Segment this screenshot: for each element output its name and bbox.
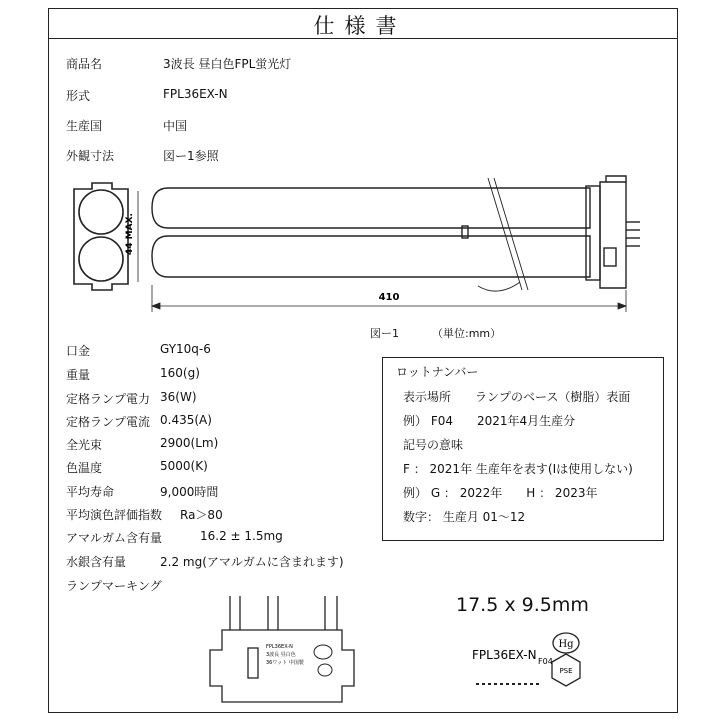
lot-heading: ロットナンバー <box>396 365 479 379</box>
marking-model: FPL36EX-N <box>472 648 537 662</box>
hg-mark-text: Hg <box>558 639 574 650</box>
spec-value-weight: 160(g) <box>160 366 200 380</box>
spec-label-model: 形式 <box>66 89 91 103</box>
spec-label-mercury: 水銀含有量 <box>66 555 127 569</box>
figure-unit: （単位:mm） <box>432 327 502 340</box>
dim-44max-label: 44 MAX. <box>125 213 135 255</box>
spec-label-current: 定格ランプ電流 <box>66 415 151 429</box>
hg-mark-small-icon <box>314 645 332 659</box>
spec-label-power: 定格ランプ電力 <box>66 392 151 406</box>
lot-line-meaning-heading: 記号の意味 <box>403 438 464 452</box>
lot-line-example: 例） F04 2021年4月生産分 <box>403 414 576 428</box>
spec-value-power: 36(W) <box>160 390 197 404</box>
spec-label-marking: ランプマーキング <box>66 579 162 593</box>
dim-length-label: 410 <box>378 292 400 303</box>
spec-label-cri: 平均演色評価指数 <box>66 508 163 522</box>
marking-small-power: 36ワット 中国製 <box>266 660 304 666</box>
spec-value-product-name: 3波長 昼白色FPL蛍光灯 <box>163 57 292 71</box>
marking-small-type: 3波長 昼白色 <box>266 652 296 658</box>
spec-label-product-name: 商品名 <box>66 57 103 71</box>
spec-label-dimensions: 外観寸法 <box>66 149 115 163</box>
spec-label-color-temp: 色温度 <box>66 461 103 475</box>
spec-label-life: 平均寿命 <box>66 485 115 499</box>
spec-value-current: 0.435(A) <box>160 413 212 427</box>
spec-label-amalgam: アマルガム含有量 <box>66 531 163 545</box>
spec-value-country: 中国 <box>163 119 188 133</box>
lot-line-month: 数字： 生産月 01～12 <box>403 510 526 524</box>
spec-value-luminous-flux: 2900(Lm) <box>160 436 219 450</box>
spec-value-dimensions: 図ー1参照 <box>163 149 219 163</box>
spec-value-life: 9,000時間 <box>160 485 219 499</box>
spec-value-color-temp: 5000(K) <box>160 459 208 473</box>
spec-label-base: 口金 <box>66 344 91 358</box>
spec-label-country: 生産国 <box>66 119 103 133</box>
spec-label-luminous-flux: 全光束 <box>66 438 103 452</box>
marking-small-model: FPL36EX-N <box>266 644 293 650</box>
marking-lot-code: F04 <box>538 657 553 666</box>
spec-value-mercury: 2.2 mg(アマルガムに含まれます) <box>160 555 344 569</box>
figure-caption: 図ー1 <box>370 327 399 340</box>
pse-mark-small-icon <box>318 664 332 676</box>
spec-value-amalgam: 16.2 ± 1.5mg <box>200 529 283 543</box>
pse-mark-text: PSE <box>559 667 573 675</box>
lot-line-year-f: F ： 2021年 生産年を表す(Iは使用しない) <box>403 462 633 476</box>
page-title: 仕様書 <box>313 14 407 38</box>
lot-line-location: 表示場所 ランプのベース（樹脂）表面 <box>403 390 631 404</box>
spec-value-cri: Ra＞80 <box>180 508 223 522</box>
marking-size-label: 17.5 x 9.5mm <box>456 594 589 616</box>
spec-label-weight: 重量 <box>66 368 91 382</box>
lot-line-year-gh: 例） G ： 2022年 H ： 2023年 <box>403 486 598 500</box>
spec-value-base: GY10q-6 <box>160 342 211 356</box>
spec-value-model: FPL36EX-N <box>163 87 228 101</box>
